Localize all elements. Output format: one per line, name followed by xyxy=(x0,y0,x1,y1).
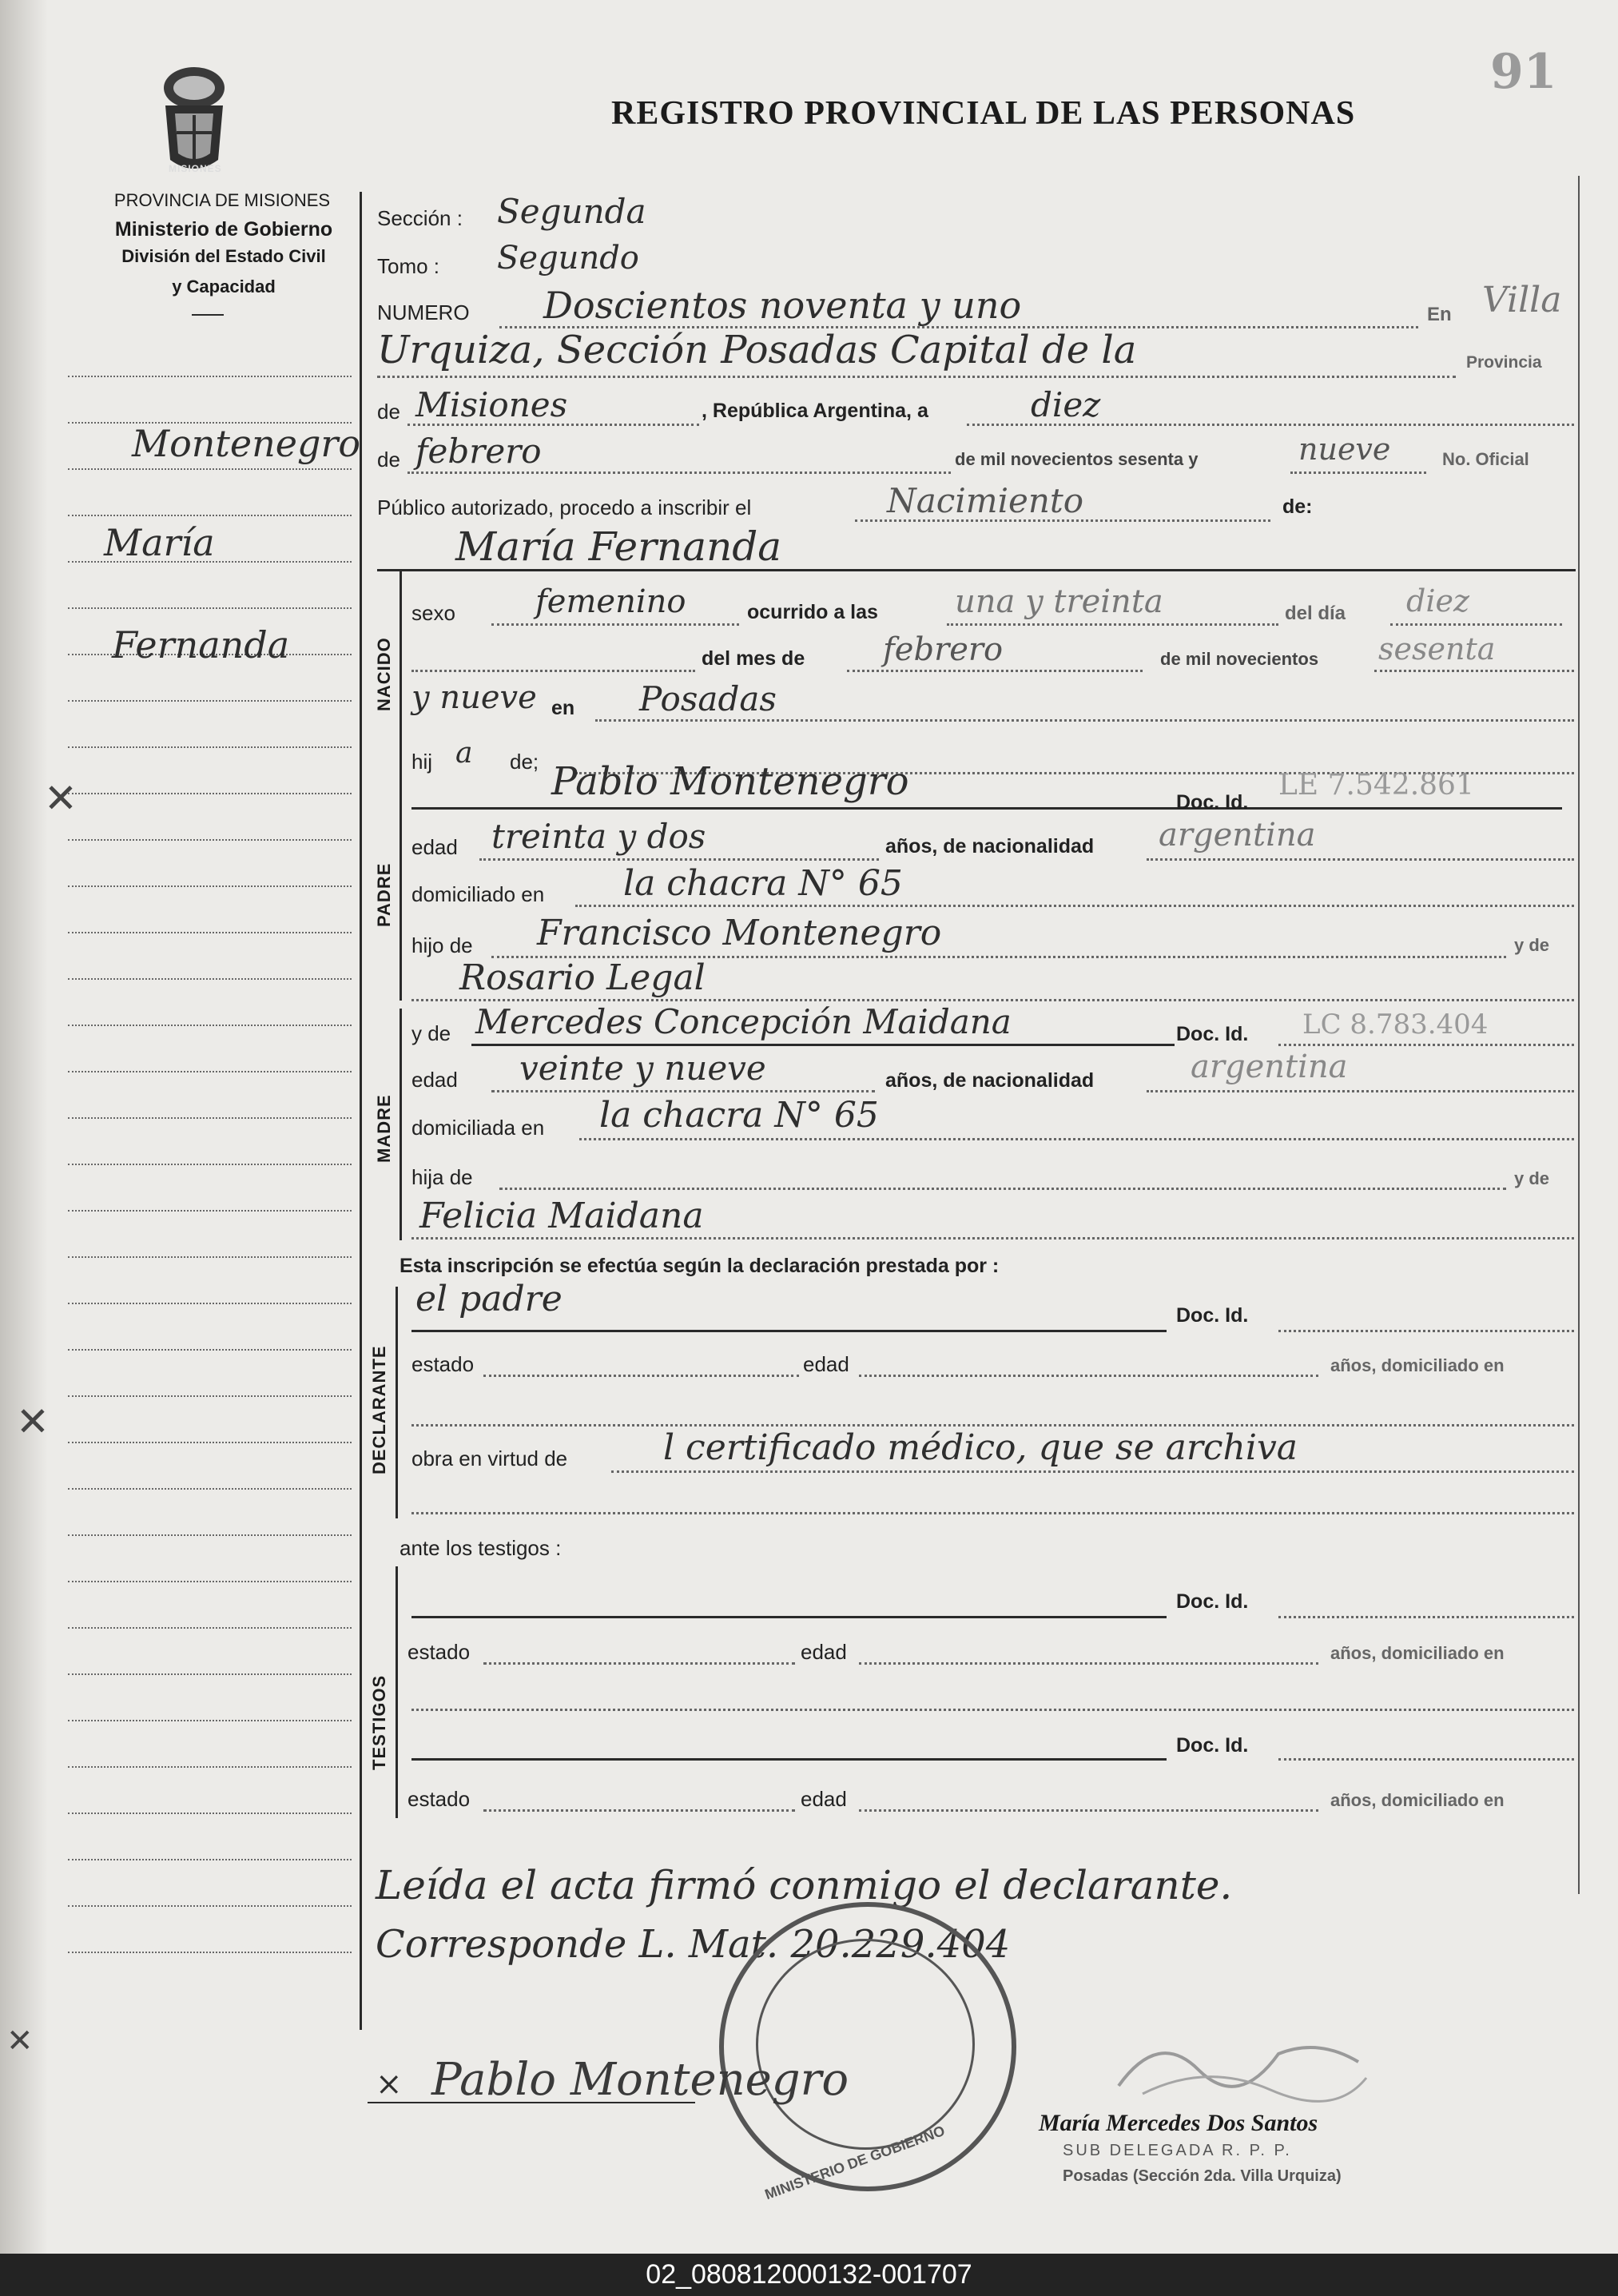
margin-line xyxy=(68,468,352,470)
padre-top-line xyxy=(411,807,1562,810)
label-madre-doc: Doc. Id. xyxy=(1176,1023,1249,1045)
section-testigos: TESTIGOS xyxy=(369,1674,389,1770)
madre-padre-line xyxy=(499,1188,1506,1190)
anio-nac-line xyxy=(1374,670,1574,672)
margin-line xyxy=(68,1303,352,1304)
testigo1-estado-line xyxy=(483,1662,795,1665)
value-declarante: el padre xyxy=(415,1279,563,1319)
label-y-de: y de xyxy=(411,1021,451,1045)
label-seccion: Sección : xyxy=(377,206,463,230)
official-stamp-icon xyxy=(719,1902,1016,2203)
value-nombre: María Fernanda xyxy=(455,523,782,570)
testigo1-edad-line xyxy=(859,1662,1318,1665)
margin-line xyxy=(68,376,352,377)
official-title: SUB DELEGADA R. P. P. xyxy=(1063,2142,1292,2159)
document-title: REGISTRO PROVINCIAL DE LAS PERSONAS xyxy=(611,95,1356,132)
testigo1-line xyxy=(411,1616,1167,1618)
value-acto: Nacimiento xyxy=(887,481,1084,520)
label-hijo-de: hijo de xyxy=(411,933,473,957)
value-anio-nac-a: sesenta xyxy=(1378,631,1496,667)
value-mes-nac: febrero xyxy=(883,631,1004,668)
margin-line xyxy=(68,1813,352,1814)
header-province: PROVINCIA DE MISIONES xyxy=(113,190,331,210)
label-declarante-edad: edad xyxy=(803,1352,849,1376)
label-obra: obra en virtud de xyxy=(411,1446,568,1470)
value-madre-dom: la chacra N° 65 xyxy=(599,1095,879,1136)
label-de-mil-nov: de mil novecientos xyxy=(1160,649,1319,669)
label-madre-edad: edad xyxy=(411,1068,458,1092)
testigo2-line xyxy=(411,1758,1167,1761)
value-padre-edad: treinta y dos xyxy=(491,817,706,856)
label-del-dia: del día xyxy=(1285,603,1346,624)
right-border xyxy=(1578,176,1580,1894)
label-y-de-2: y de xyxy=(1514,1168,1550,1188)
label-hij: hij xyxy=(411,750,433,774)
margin-line xyxy=(68,978,352,980)
value-madre-nac: argentina xyxy=(1191,1049,1348,1085)
label-madre-nac: años, de nacionalidad xyxy=(885,1069,1095,1092)
testigo1-doc-line xyxy=(1278,1616,1574,1618)
value-padre-dom: la chacra N° 65 xyxy=(623,863,903,904)
value-dia: diez xyxy=(1031,385,1101,424)
label-sexo: sexo xyxy=(411,601,455,625)
label-de-colon: de: xyxy=(1282,495,1313,518)
value-padre-padre: Francisco Montenegro xyxy=(537,913,942,953)
label-hija-de: hija de xyxy=(411,1165,473,1189)
margin-line xyxy=(68,1720,352,1721)
margin-line xyxy=(68,1581,352,1582)
margin-line xyxy=(68,1442,352,1443)
label-padre-nac: años, de nacionalidad xyxy=(885,835,1095,858)
value-madre-edad: veinte y nueve xyxy=(519,1049,766,1088)
scan-caption: 02_080812000132-001707 xyxy=(646,2259,972,2290)
padre-dom-line xyxy=(575,905,1574,907)
margin-surname: Montenegro xyxy=(132,422,361,465)
margin-line xyxy=(68,1256,352,1258)
margin-line xyxy=(68,1952,352,1953)
provincial-seal-icon xyxy=(157,64,231,184)
header-division: División del Estado Civil xyxy=(121,246,326,266)
value-anio: nueve xyxy=(1298,432,1391,467)
label-en-nac: en xyxy=(551,697,575,719)
margin-line xyxy=(68,607,352,609)
value-dia-nac: diez xyxy=(1406,583,1469,619)
margin-line xyxy=(68,1534,352,1536)
margin-line xyxy=(68,1859,352,1860)
margin-line xyxy=(68,1488,352,1490)
margin-line xyxy=(68,700,352,702)
value-padre-doc: LE 7.542.861 xyxy=(1278,769,1474,802)
label-declarante-doc: Doc. Id. xyxy=(1176,1304,1249,1327)
label-publico: Público autorizado, procedo a inscribir el xyxy=(377,495,752,519)
official-signature-icon xyxy=(1111,2014,1374,2110)
value-anio-nac-b: y nueve xyxy=(411,679,537,716)
madre-bracket xyxy=(400,1009,402,1240)
madre-edad-line xyxy=(491,1090,875,1092)
label-testigo2-estado: estado xyxy=(407,1787,471,1811)
label-de-2: de xyxy=(377,448,400,472)
value-leida: Leída el acta firmó conmigo el declarante. xyxy=(376,1862,1233,1908)
official-name: María Mercedes Dos Santos xyxy=(1039,2110,1318,2136)
label-madre-dom: domiciliada en xyxy=(411,1116,545,1140)
margin-line xyxy=(68,515,352,516)
binding-hole-2: ✕ xyxy=(16,1399,50,1444)
margin-line xyxy=(68,1905,352,1907)
value-madre-doc: LC 8.783.404 xyxy=(1302,1009,1489,1041)
header-divider xyxy=(192,314,224,316)
label-inscripcion: Esta inscripción se efectúa según la declaración prestada por : xyxy=(400,1255,1000,1277)
value-padre-nac: argentina xyxy=(1159,817,1316,854)
margin-line xyxy=(68,839,352,841)
nacido-top-line xyxy=(377,569,1576,571)
value-padre-madre: Rosario Legal xyxy=(459,957,706,998)
binding-hole-1: ✕ xyxy=(44,776,78,821)
value-numero: Doscientos noventa y uno xyxy=(543,284,1022,327)
declarant-signature: Pablo Montenegro xyxy=(431,2054,849,2106)
value-madre-madre: Felicia Maidana xyxy=(419,1196,704,1236)
padre-edad-line xyxy=(479,858,879,861)
stamp-label: MINISTERIO DE GOBIERNO xyxy=(762,2122,948,2203)
label-declarante-dom: años, domiciliado en xyxy=(1330,1355,1505,1375)
lugar-line xyxy=(377,376,1456,378)
margin-line xyxy=(68,1627,352,1629)
value-mes: febrero xyxy=(415,432,542,471)
margin-line xyxy=(68,1164,352,1165)
padre-bracket xyxy=(400,807,402,999)
margin-given-name-2: Fernanda xyxy=(112,623,290,667)
value-madre: Mercedes Concepción Maidana xyxy=(475,1002,1012,1041)
obra-line xyxy=(611,1470,1574,1473)
label-declarante-estado: estado xyxy=(411,1352,475,1376)
value-lugar-b: Urquiza, Sección Posadas Capital de la xyxy=(377,328,1137,372)
madre-doc-line xyxy=(1278,1044,1574,1046)
madre-nac-line xyxy=(1147,1090,1574,1092)
value-tomo: Segundo xyxy=(497,240,639,277)
declarante-line xyxy=(411,1330,1167,1332)
label-en: En xyxy=(1427,304,1452,325)
label-testigo2-doc: Doc. Id. xyxy=(1176,1734,1249,1757)
label-y-de-1: y de xyxy=(1514,935,1550,955)
margin-given-name-1: María xyxy=(104,521,215,564)
header-capacity: y Capacidad xyxy=(172,277,276,296)
label-tomo: Tomo : xyxy=(377,254,440,278)
label-numero: NUMERO xyxy=(377,300,470,324)
testigo1-dom-line xyxy=(411,1709,1574,1711)
value-padre: Pablo Montenegro xyxy=(551,759,909,804)
value-hij-suffix: a xyxy=(455,737,473,770)
label-del-mes: del mes de xyxy=(702,647,805,670)
label-padre-edad: edad xyxy=(411,835,458,859)
signature-line xyxy=(368,2102,695,2103)
value-corresponde: Corresponde L. Mat. 20.229.404 xyxy=(376,1922,1011,1967)
madre-line xyxy=(471,1044,1175,1046)
margin-line xyxy=(68,1210,352,1212)
label-testigo1-edad: edad xyxy=(801,1640,847,1664)
section-madre: MADRE xyxy=(374,1094,394,1163)
binding-hole-3: ✕ xyxy=(6,2023,34,2059)
margin-line xyxy=(68,746,352,748)
testigos-bracket xyxy=(396,1566,398,1818)
label-padre-dom: domiciliado en xyxy=(411,882,545,906)
label-ocurrido: ocurrido a las xyxy=(747,601,878,623)
label-provincia: Provincia xyxy=(1466,353,1542,372)
madre-dom-line xyxy=(579,1138,1574,1140)
header-ministry: Ministerio de Gobierno xyxy=(114,218,333,241)
declarante-doc-line xyxy=(1278,1330,1574,1332)
declarante-edad-line xyxy=(859,1375,1318,1377)
padre-nac-line xyxy=(1147,858,1574,861)
label-no-oficial: No. Oficial xyxy=(1442,449,1529,469)
margin-line xyxy=(68,1025,352,1026)
label-testigo1-dom: años, domiciliado en xyxy=(1330,1643,1505,1663)
mes-nac-line xyxy=(847,670,1143,672)
label-de-semicolon: de; xyxy=(510,750,539,774)
value-lugar-a: Villa xyxy=(1482,280,1562,320)
label-testigo2-dom: años, domiciliado en xyxy=(1330,1790,1505,1810)
label-testigo2-edad: edad xyxy=(801,1787,847,1811)
lugar-nac-line xyxy=(595,719,1574,722)
declarante-bracket xyxy=(396,1287,398,1518)
section-declarante: DECLARANTE xyxy=(369,1345,389,1474)
acto-line xyxy=(855,519,1270,522)
value-lugar-nac: Posadas xyxy=(639,679,777,718)
dia-line xyxy=(967,424,1574,426)
madre-madre-line xyxy=(411,1237,1574,1240)
obra-line-2 xyxy=(411,1512,1574,1514)
seal-label: MISIONES xyxy=(169,163,222,174)
section-padre: PADRE xyxy=(374,862,394,927)
dia-nac-line xyxy=(1390,623,1562,626)
label-testigo1-doc: Doc. Id. xyxy=(1176,1590,1249,1613)
declarante-dom-line xyxy=(411,1424,1574,1427)
testigo2-doc-line xyxy=(1278,1758,1574,1761)
mes-line xyxy=(407,472,951,474)
sexo-line xyxy=(491,623,739,626)
provincia-line xyxy=(407,424,699,426)
margin-line xyxy=(68,932,352,933)
value-sexo: femenino xyxy=(535,583,686,620)
label-testigo1-estado: estado xyxy=(407,1640,471,1664)
margin-line xyxy=(68,1071,352,1072)
margin-line xyxy=(68,1673,352,1675)
margin-line xyxy=(68,885,352,887)
mes-nac-pre-line xyxy=(411,670,695,672)
margin-line xyxy=(68,1117,352,1119)
label-padre-doc: Doc. Id. xyxy=(1176,791,1249,814)
label-ante: ante los testigos : xyxy=(400,1536,562,1560)
testigo2-estado-line xyxy=(483,1809,795,1812)
official-place: Posadas (Sección 2da. Villa Urquiza) xyxy=(1063,2167,1342,2185)
value-seccion: Segunda xyxy=(497,192,646,231)
value-provincia: Misiones xyxy=(415,385,568,424)
declarante-estado-line xyxy=(483,1375,799,1377)
value-obra: l certificado médico, que se archiva xyxy=(663,1427,1298,1468)
margin-line xyxy=(68,1766,352,1768)
label-de-1: de xyxy=(377,400,400,424)
padre-madre-line xyxy=(411,999,1574,1001)
section-nacido: NACIDO xyxy=(374,637,394,711)
margin-line xyxy=(68,1395,352,1397)
label-republica: , República Argentina, a xyxy=(702,400,928,422)
signature-cross: × xyxy=(376,2066,403,2103)
margin-divider xyxy=(360,192,362,2030)
page-number: 91 xyxy=(1490,44,1557,100)
page-binding-shadow xyxy=(0,0,48,2254)
margin-line xyxy=(68,793,352,794)
hora-line xyxy=(947,623,1278,626)
value-hora: una y treinta xyxy=(955,583,1163,620)
testigo2-edad-line xyxy=(859,1809,1318,1812)
anio-line xyxy=(1290,472,1426,474)
label-de-mil: de mil novecientos sesenta y xyxy=(955,449,1199,469)
margin-line xyxy=(68,1349,352,1351)
